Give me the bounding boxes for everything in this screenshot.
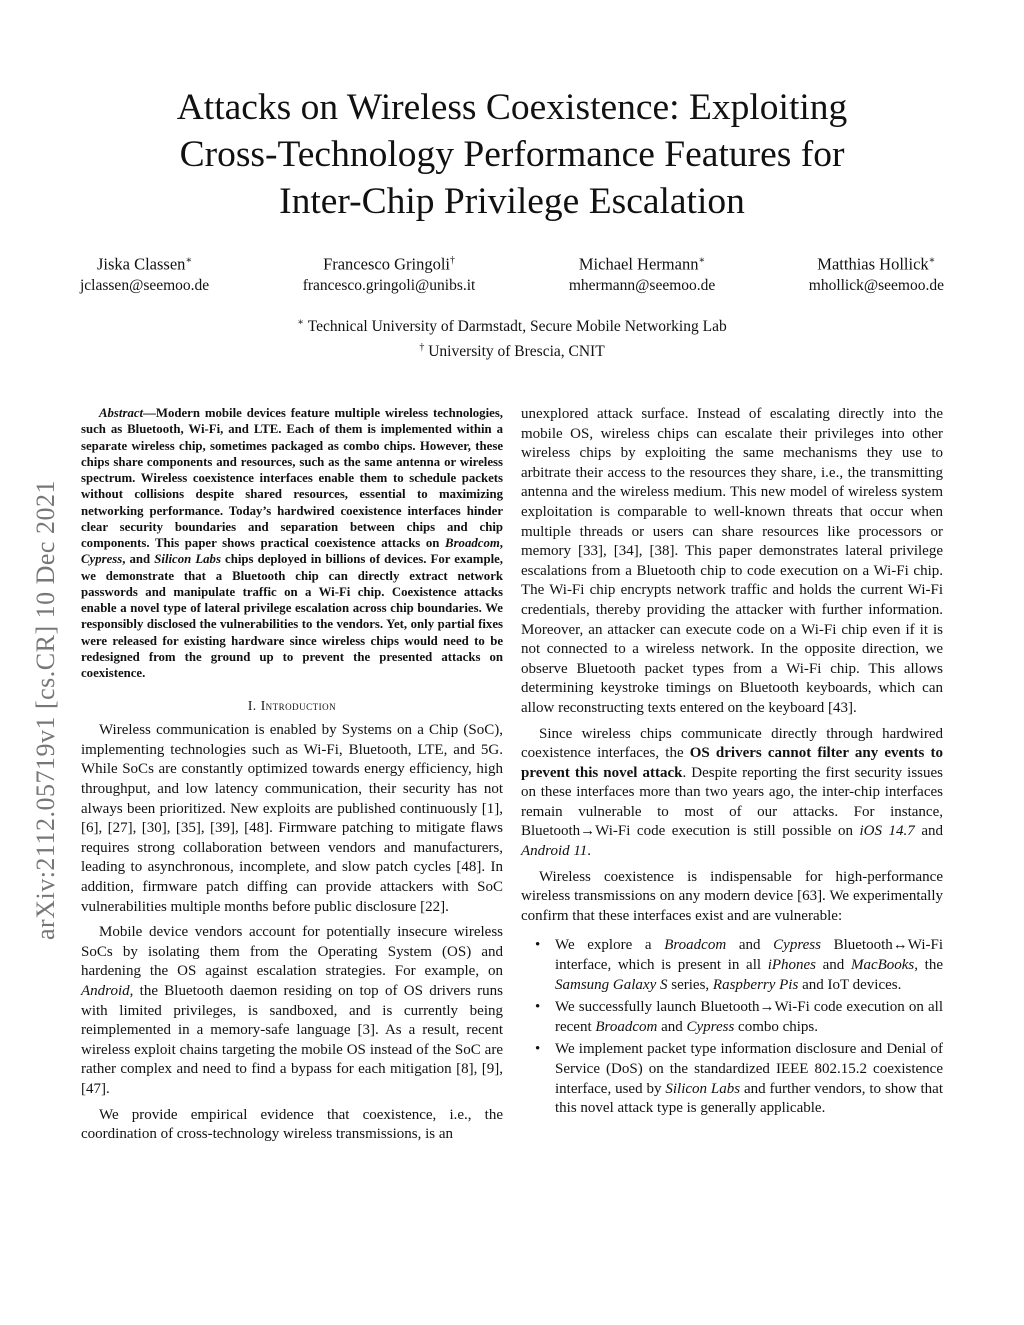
affiliation-mark: ∗ [297,317,305,328]
author-block [809,250,944,296]
paragraph: We provide empirical evidence that coexistence, i.e., the coordination of cross-technology wireless transmissions, is an [81,1106,503,1143]
affiliation-mark: † [419,342,425,354]
right-column [521,405,943,1122]
title-line: Inter-Chip Privilege Escalation [279,181,745,222]
author-email: mhermann@seemoo.de [568,276,716,294]
section-number: I. [247,698,257,714]
list-item: • We successfully launch Bluetooth→Wi-Fi code execution on all recent Broadcom and Cypress combo chips. [535,999,943,1035]
left-column [81,405,503,1145]
section-title: Introduction [260,698,337,714]
author-list [80,250,944,296]
author-name: Matthias Hollick [817,254,929,274]
author-email: jclassen@seemoo.de [80,276,210,294]
title-line: Cross-Technology Performance Features for [179,134,845,175]
abstract: Abstract—Modern mobile devices feature multiple wireless technologies, such as Bluetooth, Wi-Fi, and LTE. Each of them is implemented within a separate wireless chip, sometimes packaged as combo chips. However, these chips share components and resources, such as the same antenna or wireless spectrum. Wireless coexistence interfaces enable them to schedule packets without collisions despite shared resources, essential to maximizing networking performance. Today’s hardwired coexistence interfaces hinder clear security boundaries and separation between chips and chip components. This paper shows practical coexistence attacks on Broadcom, Cypress, and Silicon Labs chips deployed in billions of devices. For example, we demonstrate that a Bluetooth chip can directly extract network passwords and manipulate traffic on a Wi-Fi chip. Coexistence attacks enable a novel type of lateral privilege escalation across chip boundaries. We responsibly disclosed the vulnerabilities to the vendors. Yet, only partial fixes were released for existing hardware since wireless chips would need to be redesigned from the ground up to prevent the presented attacks on coexistence. [81,406,503,680]
author-email: francesco.gringoli@unibs.it [302,276,476,294]
author-name: Michael Hermann [578,254,699,274]
author-block [569,250,715,296]
affiliation: ∗ Technical University of Darmstadt, Secure Mobile Networking Lab [297,317,727,336]
contribution-list [521,936,943,1118]
affiliation-mark: ∗ [698,255,706,266]
author-block [303,250,476,296]
affiliation-mark: ∗ [185,255,193,266]
author-name: Jiska Classen [96,254,186,274]
abstract-label: Abstract [99,406,144,420]
title-line: Attacks on Wireless Coexistence: Exploiting [176,87,848,128]
list-item: • We implement packet type information disclosure and Denial of Service (DoS) on the standardized IEEE 802.15.2 coexistence interface, used by Silicon Labs and further vendors, to show that this novel attack type is generally applicable. [535,1041,943,1117]
affiliation-mark: † [450,255,455,266]
paragraph: Wireless coexistence is indispensable for high-performance wireless transmissions on any modern device [63]. We experimentally confirm that these interfaces exist and are vulnerable: [521,868,943,924]
paragraph: Since wireless chips communicate directly through hardwired coexistence interfaces, the OS drivers cannot filter any events to prevent this novel attack. Despite reporting the first security issues on these interfaces more than two years ago, the inter-chip interfaces remain vulnerable to most of our attacks. For instance, Bluetooth→Wi-Fi code execution is still possible on iOS 14.7 and Android 11. [521,725,943,860]
affiliation-mark: ∗ [928,255,936,266]
paragraph: unexplored attack surface. Instead of escalating directly into the mobile OS, wireless chips can escalate their privileges into other wireless chips by exploiting the same mechanisms they use to arbitrate their access to the resources they share, i.e., the transmitting antenna and the wireless medium. This new model of wireless system exploitation is comparable to well-known threats that occur when multiple threads or users can share resources like processors or memory [33], [34], [38]. This paper demonstrates lateral privilege escalations from a Bluetooth chip to code execution on a Wi-Fi chip. The Wi-Fi chip encrypts network traffic and holds the current Wi-Fi credentials, thereby providing the attacker with further information. Moreover, an attacker can execute code on a Wi-Fi chip even if it is not connected to a wireless network. In the opposite direction, we observe Bluetooth packet types from a Wi-Fi chip. This allows determining keystroke timings on Bluetooth keyboards, which can allow reconstructing texts entered on the keyboard [43]. [521,406,943,716]
paragraph: Mobile device vendors account for potentially insecure wireless SoCs by isolating them from the Operating System (OS) and hardening the OS against escalation strategies. For example, on Android, the Bluetooth daemon residing on top of OS drivers runs with limited privileges, is sandboxed, and is currently being reimplemented in a memory-safe language [3]. As a result, recent wireless exploit chains targeting the mobile OS instead of the SoC are rather complex and need to find a bypass for each mitigation [8], [9], [47]. [81,924,503,1097]
author-email: mhollick@seemoo.de [808,276,944,294]
affiliations [0,312,1024,362]
author-block [80,250,209,296]
bullet-icon: • [535,937,541,954]
paragraph: Wireless communication is enabled by Systems on a Chip (SoC), implementing technologies such as Wi-Fi, Bluetooth, LTE, and 5G. While SoCs are constantly optimized towards energy efficiency, high throughput, and low latency communication, their security has not always been prioritized. New exploits are published continuously [1], [6], [27], [30], [35], [39], [48]. Firmware patching to mitigate flaws requires strong collaboration between vendors and manufacturers, leading to asynchronous, incomplete, and slow patch cycles [48]. In addition, firmware patch diffing can provide attackers with SoC vulnerabilities multiple months before public disclosure [22]. [81,722,503,915]
author-name: Francesco Gringoli [323,254,450,274]
bullet-icon: • [535,999,541,1016]
paper-title [100,84,924,225]
list-item: • We explore a Broadcom and Cypress Bluetooth↔Wi-Fi interface, which is present in all iPhones and MacBooks, the Samsung Galaxy S series, Raspberry Pis and IoT devices. [535,937,943,993]
bullet-icon: • [535,1041,541,1058]
arxiv-identifier: arXiv:2112.05719v1 [cs.CR] 10 Dec 2021 [31,480,60,940]
section-heading [81,697,503,715]
affiliation: † University of Brescia, CNIT [419,342,605,361]
emphasis: OS drivers cannot filter any events to prevent this novel attack [521,745,943,781]
